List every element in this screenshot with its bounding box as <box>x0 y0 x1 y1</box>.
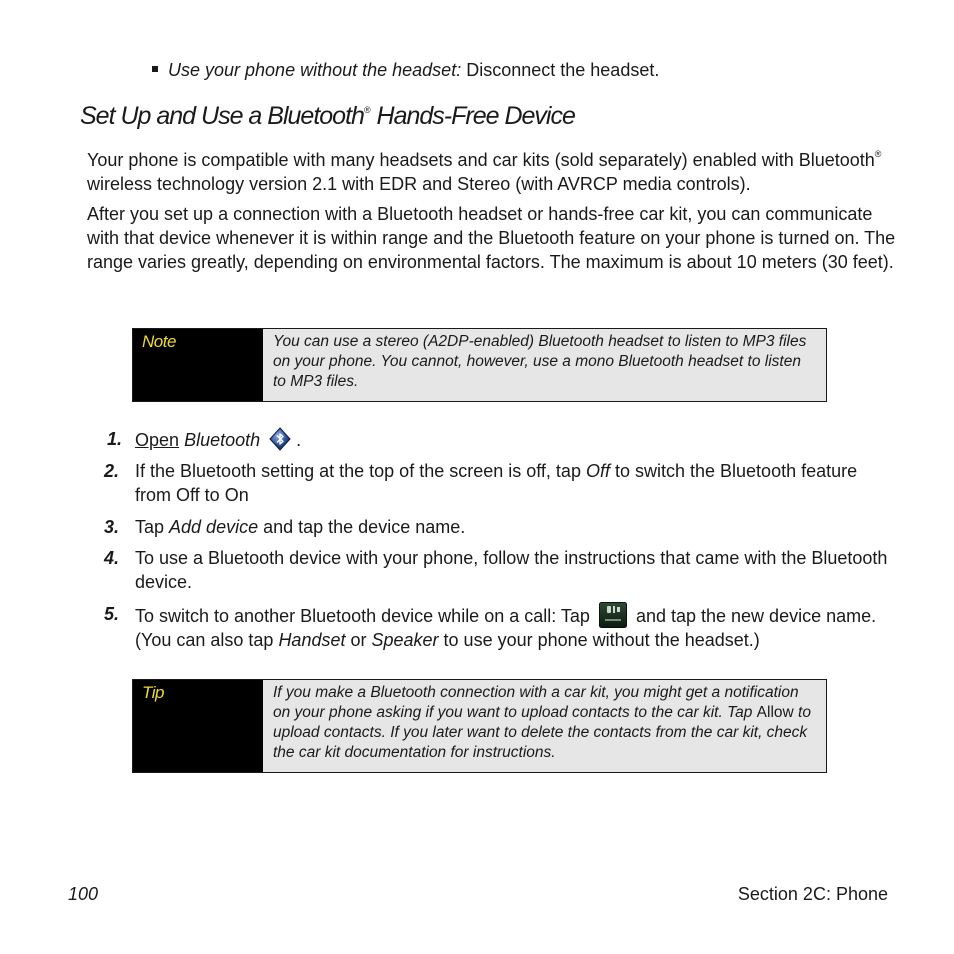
section-footer: Section 2C: Phone <box>737 884 888 904</box>
bluetooth-app-name: Bluetooth <box>184 430 261 450</box>
open-link[interactable]: Open <box>135 430 180 450</box>
heading-part1: Set Up and Use a Bluetooth <box>80 102 364 130</box>
registered-mark: ® <box>363 104 371 115</box>
bullet-item <box>152 60 659 81</box>
handset-label: Handset <box>278 630 346 650</box>
tip-text: If you make a Bluetooth connection with a car kit, you might get a notification on your phone asking if you want to upload contacts to the car kit. Tap Allow to upload contacts. If you later want to delete the contacts from the car kit, check the car kit documentation for instructions. <box>273 684 811 761</box>
paragraph-compatibility <box>87 144 907 196</box>
step-number: 2. <box>104 461 120 481</box>
note-text: You can use a stereo (A2DP-enabled) Bluetooth headset to listen to MP3 files on your phone. You cannot, however, use a mono Bluetooth headset to listen to MP3 files. <box>273 333 807 390</box>
bluetooth-app-icon <box>268 427 292 451</box>
off-label: Off <box>585 461 610 481</box>
paragraph-range: After you set up a connection with a Bluetooth headset or hands-free car kit, you can communicate with that device whenever it is within range and the Bluetooth feature on your phone is turned on. The range varies greatly, depending on environmental factors. The maximum is about 10 meters (30 feet). <box>87 204 896 272</box>
note-label: Note <box>133 329 263 401</box>
add-device-label: Add device <box>169 517 259 537</box>
paragraph-text: Your phone is compatible with many headsets and car kits (sold separately) enabled with Bluetooth <box>87 150 875 170</box>
step-text: If the Bluetooth setting at the top of the screen is off, tap Off to switch the Bluetooth feature from Off to On <box>135 461 858 505</box>
speaker-label: Speaker <box>371 630 439 650</box>
paragraph-text: wireless technology version 2.1 with EDR and Stereo (with AVRCP media controls). <box>87 174 751 194</box>
section-heading <box>80 102 575 131</box>
step-text: Tap Add device and tap the device name. <box>135 517 466 537</box>
note-callout <box>132 328 827 402</box>
tip-callout <box>132 679 827 773</box>
tip-label: Tip <box>133 680 263 772</box>
allow-label: Allow <box>756 704 794 721</box>
step-text: To use a Bluetooth device with your phone, follow the instructions that came with the Bluetooth device. <box>135 548 888 592</box>
step-number: 3. <box>104 517 120 537</box>
step-number: 5. <box>104 604 120 624</box>
bullet-text: Disconnect the headset. <box>466 60 660 80</box>
step-text <box>135 427 895 452</box>
step-number: 1. <box>107 429 123 449</box>
heading-part2: Hands-Free Device <box>370 102 575 130</box>
page-number: 100 <box>68 884 99 904</box>
bullet-marker <box>152 66 158 72</box>
step-text: To switch to another Bluetooth device while on a call: Tap and tap the new device name. (You can also tap Handset or Speaker to use your phone without the headset.) <box>135 602 895 652</box>
registered-mark: ® <box>874 149 882 159</box>
bullet-lead: Use your phone without the headset: <box>168 60 462 80</box>
step-end: . <box>296 430 302 450</box>
step-number: 4. <box>104 548 120 568</box>
call-audio-icon[interactable] <box>599 602 627 628</box>
